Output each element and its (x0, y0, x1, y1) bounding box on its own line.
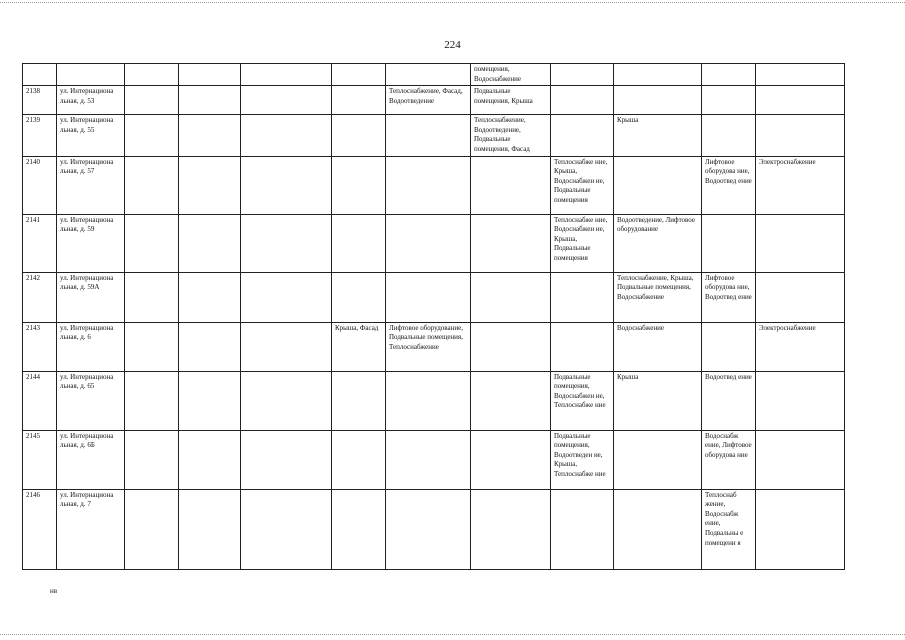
table-cell (332, 64, 386, 86)
table-cell: Водоотведение, Лифтовое оборудование (614, 214, 702, 272)
table-cell: Подвальные помещения, Водоотведен ие, Крыша, Теплоснабже ние (551, 430, 614, 489)
table-cell (179, 371, 241, 430)
table-cell (179, 115, 241, 156)
table-row (23, 430, 845, 489)
work-schedule-table (22, 63, 845, 570)
table-cell: Крыша (614, 115, 702, 156)
table-cell: Теплоснабжение, Крыша, Подвальные помещения, Водоснабжение (614, 272, 702, 322)
table-cell (551, 489, 614, 569)
table-cell (756, 371, 845, 430)
table-cell (756, 115, 845, 156)
table-cell (332, 371, 386, 430)
table-cell (125, 214, 179, 272)
table-cell (332, 115, 386, 156)
table-cell (241, 86, 332, 115)
table-cell (614, 156, 702, 214)
table-cell (386, 64, 471, 86)
table-cell (471, 272, 551, 322)
table-cell (551, 272, 614, 322)
table-cell (179, 86, 241, 115)
table-cell (179, 272, 241, 322)
table-cell (125, 272, 179, 322)
table-cell (125, 430, 179, 489)
row-number: 2142 (23, 272, 57, 322)
row-number: 2145 (23, 430, 57, 489)
table-cell (756, 272, 845, 322)
address-cell: ул. Интернациона льная, д. 65 (57, 371, 125, 430)
table-row (23, 86, 845, 115)
address-cell: ул. Интернациона льная, д. 6 (57, 322, 125, 371)
table-cell (551, 64, 614, 86)
table-cell: Электроснабжение (756, 322, 845, 371)
table-cell (241, 64, 332, 86)
table-cell (332, 489, 386, 569)
table-cell: Лифтовое оборудова ние, Водоотвед ение (702, 156, 756, 214)
address-cell: ул. Интернациона льная, д. 55 (57, 115, 125, 156)
table-cell (471, 322, 551, 371)
table-cell: Лифтовое оборудова ние, Водоотвед ение (702, 272, 756, 322)
table-cell: Крыша, Фасад (332, 322, 386, 371)
table-cell (179, 214, 241, 272)
table-cell (241, 430, 332, 489)
table-cell (702, 86, 756, 115)
table-cell (471, 214, 551, 272)
row-number: 2138 (23, 86, 57, 115)
table-cell (241, 156, 332, 214)
table-cell (386, 272, 471, 322)
table-cell (386, 371, 471, 430)
address-cell: ул. Интернациона льная, д. 6Б (57, 430, 125, 489)
table-cell (241, 489, 332, 569)
table-cell: Водоснабж ение, Лифтовое оборудова ние (702, 430, 756, 489)
row-number: 2143 (23, 322, 57, 371)
table-cell (332, 272, 386, 322)
table-cell (241, 272, 332, 322)
address-cell: ул. Интернациона льная, д. 59 (57, 214, 125, 272)
table-cell: Теплоснабже ние, Крыша, Водоснабжен ие, Подвальные помещения (551, 156, 614, 214)
table-cell (332, 86, 386, 115)
table-cell (702, 115, 756, 156)
table-cell (471, 156, 551, 214)
address-cell: ул. Интернациона льная, д. 53 (57, 86, 125, 115)
table-cell (125, 115, 179, 156)
scan-edge-bottom (0, 634, 905, 635)
table-row (23, 115, 845, 156)
row-number: 2141 (23, 214, 57, 272)
table-cell (756, 214, 845, 272)
table-cell: Электроснабжение (756, 156, 845, 214)
footer-mark: нв (50, 587, 58, 595)
table-row (23, 489, 845, 569)
table-cell (241, 214, 332, 272)
row-number: 2144 (23, 371, 57, 430)
table-cell (125, 322, 179, 371)
table-cell (756, 86, 845, 115)
table-cell (756, 489, 845, 569)
row-number: 2139 (23, 115, 57, 156)
table-cell: Теплоснаб жение, Водоснабж ение, Подвальны е помещени я (702, 489, 756, 569)
table-cell: Подвальные помещения, Крыша (471, 86, 551, 115)
address-cell: ул. Интернациона льная, д. 57 (57, 156, 125, 214)
table-cell (179, 156, 241, 214)
table-cell (241, 115, 332, 156)
address-cell (57, 64, 125, 86)
table-cell: Крыша (614, 371, 702, 430)
table-cell (386, 430, 471, 489)
table-row (23, 272, 845, 322)
table-cell (614, 489, 702, 569)
table-cell (179, 430, 241, 489)
table-cell: Водоотвед ение (702, 371, 756, 430)
table-cell (241, 322, 332, 371)
table-cell (125, 489, 179, 569)
table-cell (471, 371, 551, 430)
table-cell (614, 86, 702, 115)
address-cell: ул. Интернациона льная, д. 7 (57, 489, 125, 569)
table-cell: Теплоснабже ние, Водоснабжен ие, Крыша, Подвальные помещения (551, 214, 614, 272)
table-cell (125, 371, 179, 430)
scan-edge-top (0, 2, 905, 3)
table-cell (702, 322, 756, 371)
row-number: 2140 (23, 156, 57, 214)
address-cell: ул. Интернациона льная, д. 59А (57, 272, 125, 322)
table-cell (125, 86, 179, 115)
table-cell: Водоснабжение (614, 322, 702, 371)
table-cell (471, 430, 551, 489)
table-cell (551, 322, 614, 371)
table-cell: Лифтовое оборудование, Подвальные помещения, Теплоснабжение (386, 322, 471, 371)
table-cell (125, 156, 179, 214)
table-cell (702, 64, 756, 86)
table-cell (702, 214, 756, 272)
table-cell (179, 489, 241, 569)
table-cell (756, 64, 845, 86)
table-cell (332, 430, 386, 489)
table-cell: помещения, Водоснабжение (471, 64, 551, 86)
table-cell (614, 430, 702, 489)
table-row (23, 371, 845, 430)
page-number: 224 (444, 39, 461, 51)
row-number: 2146 (23, 489, 57, 569)
table-cell (386, 156, 471, 214)
table-cell: Теплоснабжение, Фасад, Водоотведение (386, 86, 471, 115)
table-cell (614, 64, 702, 86)
table-row (23, 214, 845, 272)
table-row (23, 156, 845, 214)
table-cell (125, 64, 179, 86)
table-cell (241, 371, 332, 430)
table-row (23, 322, 845, 371)
row-number (23, 64, 57, 86)
table-cell (386, 115, 471, 156)
table-cell (551, 115, 614, 156)
table-cell (386, 489, 471, 569)
table-cell: Подвальные помещения, Водоснабжен ие, Теплоснабже ние (551, 371, 614, 430)
table-row (23, 64, 845, 86)
table-cell (386, 214, 471, 272)
table-cell (332, 214, 386, 272)
table-cell (471, 489, 551, 569)
table-cell (551, 86, 614, 115)
table-cell: Теплоснабжение, Водоотведение, Подвальные помещения, Фасад (471, 115, 551, 156)
table-cell (179, 64, 241, 86)
table-cell (756, 430, 845, 489)
table-cell (179, 322, 241, 371)
table-cell (332, 156, 386, 214)
